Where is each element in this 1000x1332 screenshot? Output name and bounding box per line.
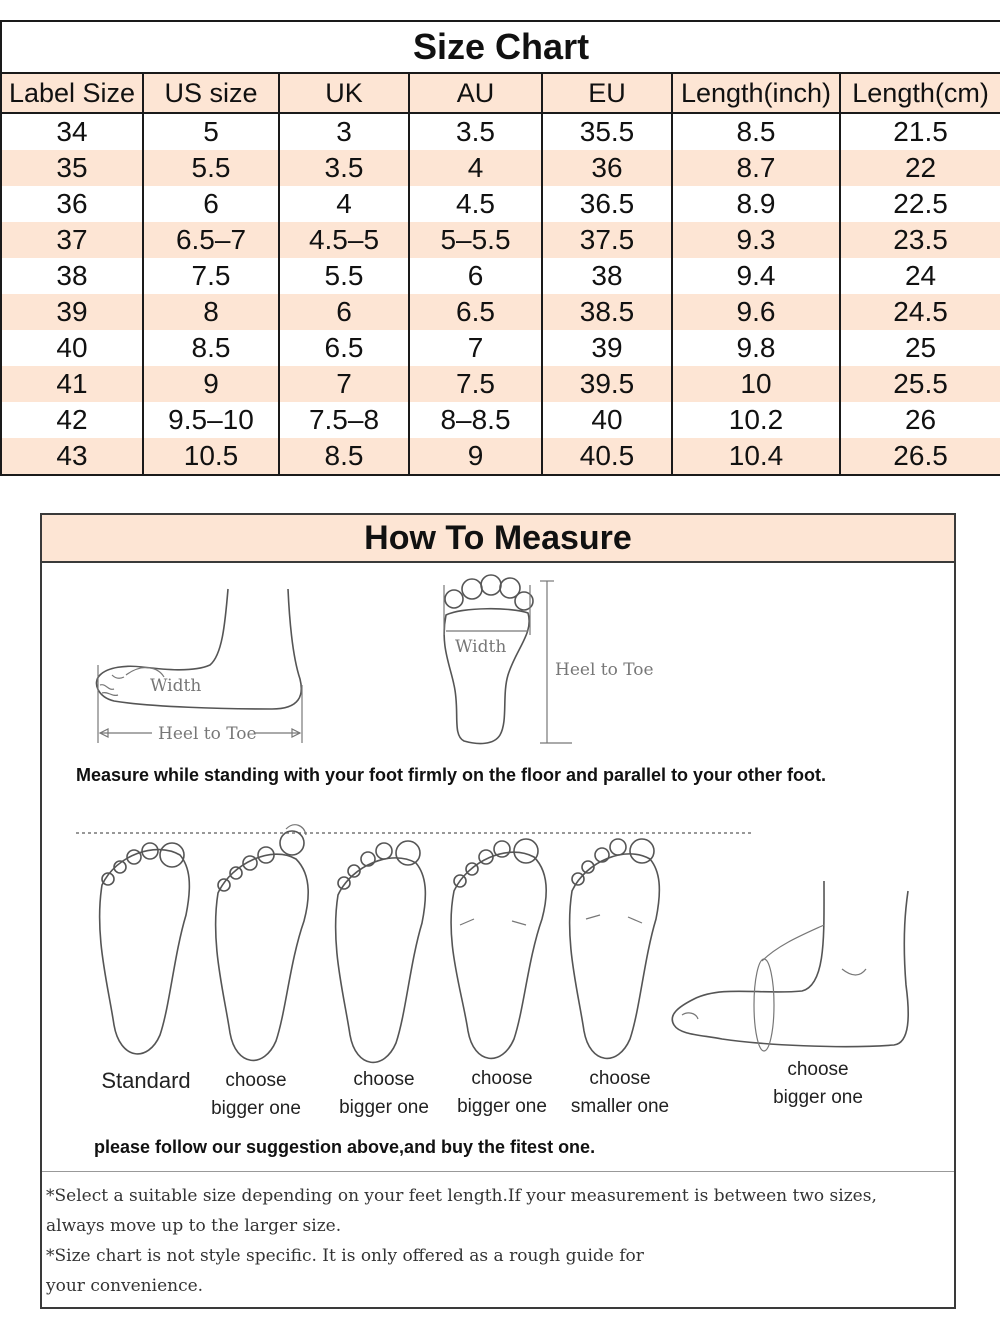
size-cell: 42: [1, 402, 143, 438]
caption-smaller-line2: smaller one: [570, 1096, 670, 1117]
size-row: [1, 438, 1000, 475]
size-cell: 26: [840, 402, 1000, 438]
column-header: EU: [542, 73, 672, 113]
side-view-foot-icon: [96, 589, 302, 744]
size-cell: 9: [409, 438, 542, 475]
sole-length-label: Heel to Toe: [555, 660, 654, 680]
size-row: [1, 113, 1000, 150]
size-row: [1, 258, 1000, 294]
foot-smaller-icon: [570, 839, 660, 1058]
size-cell: 6: [143, 186, 279, 222]
size-row: [1, 402, 1000, 438]
size-cell: 39.5: [542, 366, 672, 402]
caption-bigger-1-line2: bigger one: [211, 1098, 301, 1119]
caption-bigger-1-line1: choose: [225, 1070, 287, 1091]
side-width-label: Width: [150, 676, 202, 696]
size-cell: 25: [840, 330, 1000, 366]
size-cell: 6.5–7: [143, 222, 279, 258]
size-cell: 8.7: [672, 150, 840, 186]
size-cell: 39: [1, 294, 143, 330]
size-cell: 38: [542, 258, 672, 294]
size-cell: 36.5: [542, 186, 672, 222]
size-cell: 8.5: [672, 113, 840, 150]
size-row: [1, 186, 1000, 222]
foot-bigger-1-icon: [216, 825, 309, 1061]
size-row: [1, 222, 1000, 258]
size-cell: 3.5: [279, 150, 409, 186]
size-cell: 25.5: [840, 366, 1000, 402]
column-header: US size: [143, 73, 279, 113]
column-header: Label Size: [1, 73, 143, 113]
size-cell: 35.5: [542, 113, 672, 150]
caption-smaller: [560, 1065, 680, 1121]
size-cell: 21.5: [840, 113, 1000, 150]
size-cell: 9.6: [672, 294, 840, 330]
size-cell: 4.5–5: [279, 222, 409, 258]
size-cell: 22: [840, 150, 1000, 186]
size-cell: 3.5: [409, 113, 542, 150]
caption-bigger-3: [442, 1065, 562, 1121]
size-row: [1, 150, 1000, 186]
size-cell: 38.5: [542, 294, 672, 330]
size-cell: 5–5.5: [409, 222, 542, 258]
size-cell: 8: [143, 294, 279, 330]
size-row: [1, 366, 1000, 402]
size-cell: 24.5: [840, 294, 1000, 330]
size-row: [1, 330, 1000, 366]
size-cell: 37.5: [542, 222, 672, 258]
size-cell: 5.5: [279, 258, 409, 294]
foot-high-instep-icon: [672, 881, 908, 1051]
foot-bigger-2-icon: [336, 841, 426, 1062]
size-cell: 41: [1, 366, 143, 402]
footnote-line: your convenience.: [46, 1276, 204, 1296]
size-row: [1, 294, 1000, 330]
footnotes: [42, 1171, 954, 1308]
size-cell: 3: [279, 113, 409, 150]
caption-bigger-3-line2: bigger one: [457, 1096, 547, 1117]
size-cell: 6: [409, 258, 542, 294]
caption-bigger-2-line1: choose: [353, 1069, 415, 1090]
size-cell: 23.5: [840, 222, 1000, 258]
size-cell: 7: [409, 330, 542, 366]
column-header: Length(cm): [840, 73, 1000, 113]
size-cell: 6.5: [409, 294, 542, 330]
size-cell: 4: [279, 186, 409, 222]
size-cell: 7: [279, 366, 409, 402]
size-chart-title: Size Chart: [1, 21, 1000, 73]
size-cell: 10.2: [672, 402, 840, 438]
caption-instep-line1: choose: [787, 1059, 849, 1080]
caption-bigger-2-line2: bigger one: [339, 1097, 429, 1118]
sole-width-label: Width: [455, 637, 507, 657]
size-chart-body: [1, 113, 1000, 475]
size-cell: 10.4: [672, 438, 840, 475]
size-cell: 37: [1, 222, 143, 258]
size-cell: 8.5: [143, 330, 279, 366]
size-cell: 4: [409, 150, 542, 186]
size-cell: 10: [672, 366, 840, 402]
size-cell: 39: [542, 330, 672, 366]
footnote-line: *Size chart is not style specific. It is only offered as a rough guide for: [46, 1246, 644, 1266]
size-cell: 40: [1, 330, 143, 366]
size-cell: 22.5: [840, 186, 1000, 222]
size-cell: 9.5–10: [143, 402, 279, 438]
size-cell: 43: [1, 438, 143, 475]
foot-bigger-3-icon: [451, 839, 546, 1058]
size-cell: 9.8: [672, 330, 840, 366]
size-cell: 36: [542, 150, 672, 186]
size-cell: 8.9: [672, 186, 840, 222]
caption-bigger-2: [324, 1066, 444, 1122]
size-cell: 9: [143, 366, 279, 402]
size-cell: 9.4: [672, 258, 840, 294]
side-length-label: Heel to Toe: [158, 724, 257, 744]
caption-standard: Standard: [101, 1068, 191, 1093]
size-cell: 5.5: [143, 150, 279, 186]
size-cell: 7.5: [409, 366, 542, 402]
size-chart-header-row: [1, 73, 1000, 113]
sole-view-foot-icon: [444, 575, 654, 743]
how-to-measure-panel: [40, 513, 956, 1309]
how-to-measure-title: How To Measure: [42, 515, 954, 563]
column-header: Length(inch): [672, 73, 840, 113]
size-cell: 8–8.5: [409, 402, 542, 438]
suggestion-text: please follow our suggestion above,and buy the fitest one.: [94, 1137, 596, 1157]
size-cell: 40: [542, 402, 672, 438]
size-cell: 40.5: [542, 438, 672, 475]
size-cell: 6.5: [279, 330, 409, 366]
column-header: UK: [279, 73, 409, 113]
caption-bigger-1: [196, 1067, 316, 1123]
caption-instep: [758, 1056, 878, 1112]
caption-smaller-line1: choose: [589, 1068, 651, 1089]
size-cell: 5: [143, 113, 279, 150]
size-cell: 4.5: [409, 186, 542, 222]
footnote-line: *Select a suitable size depending on your feet length.If your measurement is between two sizes,: [46, 1186, 877, 1206]
size-cell: 26.5: [840, 438, 1000, 475]
foot-standard-icon: [100, 843, 190, 1054]
size-cell: 38: [1, 258, 143, 294]
size-cell: 6: [279, 294, 409, 330]
size-cell: 8.5: [279, 438, 409, 475]
size-cell: 34: [1, 113, 143, 150]
footnote-line: always move up to the larger size.: [46, 1216, 342, 1236]
caption-bigger-3-line1: choose: [471, 1068, 533, 1089]
size-cell: 24: [840, 258, 1000, 294]
size-cell: 36: [1, 186, 143, 222]
size-cell: 7.5–8: [279, 402, 409, 438]
size-cell: 7.5: [143, 258, 279, 294]
caption-instep-line2: bigger one: [773, 1087, 863, 1108]
column-header: AU: [409, 73, 542, 113]
measure-instruction: Measure while standing with your foot firmly on the floor and parallel to your other foot.: [76, 765, 827, 785]
size-cell: 9.3: [672, 222, 840, 258]
size-cell: 10.5: [143, 438, 279, 475]
size-chart-table: [0, 20, 1000, 476]
size-cell: 35: [1, 150, 143, 186]
